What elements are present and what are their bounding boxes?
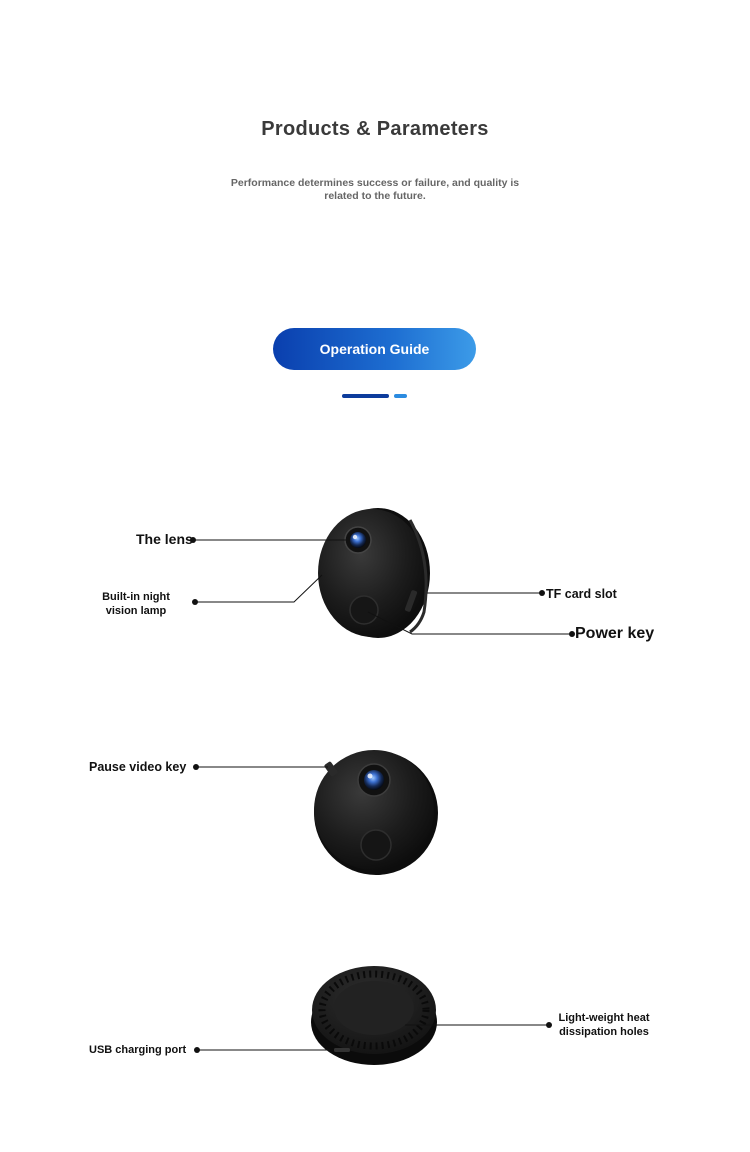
page-title: Products & Parameters xyxy=(261,118,489,140)
camera-angled-view xyxy=(318,508,430,638)
callout-power-key: Power key xyxy=(575,625,655,642)
callout-night-vision-lamp: Built-in night vision lamp xyxy=(102,591,170,617)
callout-usb-charging-port: USB charging port xyxy=(89,1044,187,1056)
page-subtitle: Performance determines success or failure, and quality is related to the future. xyxy=(230,177,520,202)
callout-lens: The lens xyxy=(136,531,193,547)
callout-heat-dissipation-holes: Light-weight heat dissipation holes xyxy=(558,1012,650,1038)
operation-guide-button[interactable]: Operation Guide xyxy=(273,328,476,370)
camera-front-view xyxy=(314,750,438,875)
callout-pause-video-key: Pause video key xyxy=(89,760,187,774)
callout-tf-card-slot: TF card slot xyxy=(546,587,617,601)
